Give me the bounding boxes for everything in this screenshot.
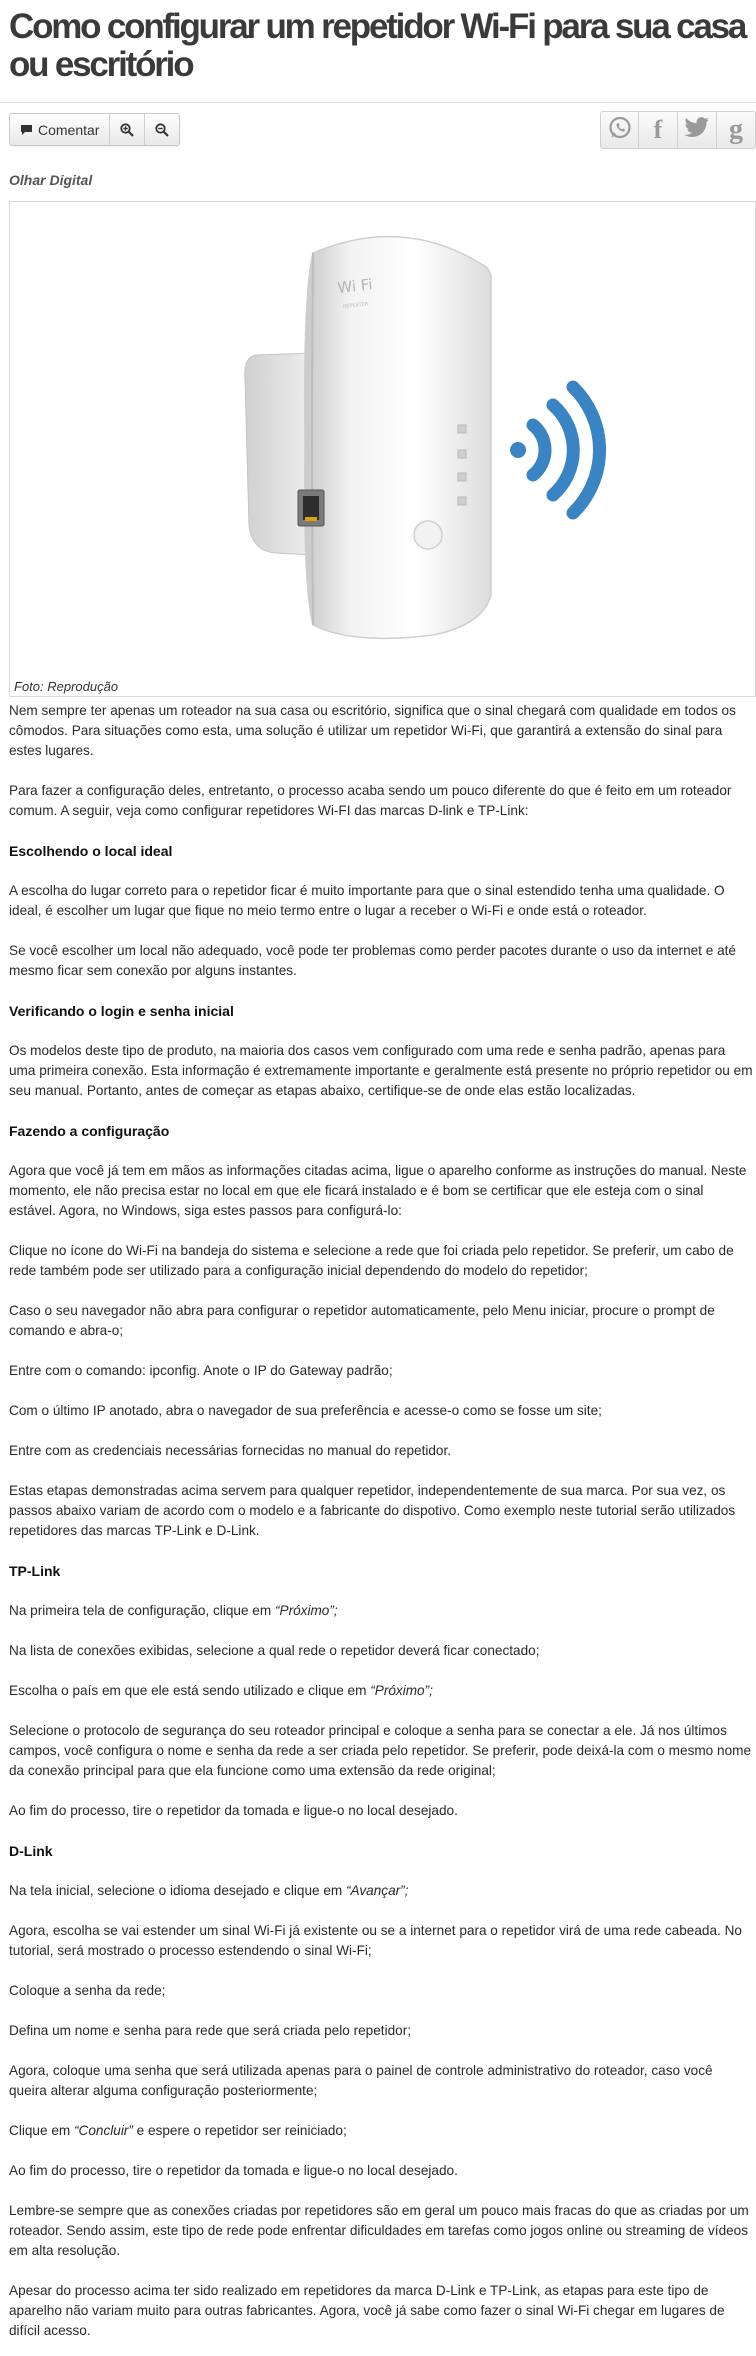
share-twitter-button[interactable] xyxy=(678,111,717,149)
emphasis: “Próximo”; xyxy=(370,1683,433,1698)
paragraph-text: Escolha o país em que ele está sendo utilizado e clique em xyxy=(9,1683,371,1698)
figure-caption: Foto: Reprodução xyxy=(14,679,119,694)
emphasis: “Próximo”; xyxy=(274,1603,338,1618)
share-google-button[interactable] xyxy=(717,111,756,149)
paragraph: Agora que você já tem em mãos as informações citadas acima, ligue o aparelho conforme as instruções do manual. Neste momento, ele não precisa estar no local em que ele ficará instalado e é bom se certificar que ele esteja com o sinal estável. Agora, no Windows, siga estes passos para configurá-lo: xyxy=(9,1163,747,1218)
paragraph: Para fazer a configuração deles, entretanto, o processo acaba sendo um pouco diferente do que é feito em um roteador comum. A seguir, veja como configurar repetidores Wi-FI das marcas D-link e TP-Link: xyxy=(9,783,732,818)
article-figure xyxy=(9,201,756,697)
comment-button[interactable] xyxy=(10,114,110,145)
page-title: Como configurar um repetidor Wi-Fi para sua casa ou escritório xyxy=(9,7,746,84)
paragraph: Caso o seu navegador não abra para configurar o repetidor automaticamente, pelo Menu iniciar, procure o prompt de comando e abra-o; xyxy=(9,1303,715,1338)
section-heading: Fazendo a configuração xyxy=(9,1123,170,1139)
paragraph xyxy=(9,1681,756,1701)
zoom-in-icon xyxy=(120,123,134,137)
google-icon: g xyxy=(729,114,743,145)
facebook-icon: f xyxy=(653,115,663,144)
emphasis: “Concluir” xyxy=(73,2123,133,2138)
whatsapp-icon xyxy=(607,115,633,146)
paragraph: Coloque a senha da rede; xyxy=(9,1983,166,1998)
paragraph-text: Clique em xyxy=(9,2123,74,2138)
action-button-group xyxy=(9,113,180,146)
article-toolbar xyxy=(0,103,756,157)
device-label: Wi Fi xyxy=(336,275,374,297)
zoom-out-icon xyxy=(155,123,169,137)
paragraph: Ao fim do processo, tire o repetidor da tomada e ligue-o no local desejado. xyxy=(9,2163,458,2178)
paragraph: Entre com as credenciais necessárias fornecidas no manual do repetidor. xyxy=(9,1443,452,1458)
paragraph: Se você escolher um local não adequado, você pode ter problemas como perder pacotes durante o uso da internet e até mesmo ficar sem conexão por alguns instantes. xyxy=(9,943,736,978)
paragraph: Com o último IP anotado, abra o navegador de sua preferência e acesse-o como se fosse um site; xyxy=(9,1403,602,1418)
paragraph: Ao fim do processo, tire o repetidor da tomada e ligue-o no local desejado. xyxy=(9,1803,458,1818)
paragraph: Selecione o protocolo de segurança do seu roteador principal e coloque a senha para se conectar a ele. Já nos últimos campos, você configura o nome e senha da rede a ser criada pelo repetidor. Se preferir, pode deixá-la com o mesmo nome da conexão principal para que ela funcione como uma extensão da rede original; xyxy=(9,1723,752,1778)
paragraph: A escolha do lugar correto para o repetidor ficar é muito importante para que o sinal estendido tenha uma qualidade. O ideal, é escolher um lugar que fique no meio termo entre o lugar a receber o Wi-Fi e onde está o roteador. xyxy=(9,883,725,918)
article-source: Olhar Digital xyxy=(9,172,93,188)
share-facebook-button[interactable] xyxy=(639,111,678,149)
paragraph: Defina um nome e senha para rede que será criada pelo repetidor; xyxy=(9,2023,412,2038)
section-heading: Escolhendo o local ideal xyxy=(9,843,173,859)
section-heading: D-Link xyxy=(9,1843,53,1859)
paragraph: Agora, coloque uma senha que será utilizada apenas para o painel de controle administrativo do roteador, caso você queira alterar alguma configuração posteriormente; xyxy=(9,2063,713,2098)
section-heading: TP-Link xyxy=(9,1563,61,1579)
share-buttons xyxy=(600,111,756,149)
paragraph: Lembre-se sempre que as conexões criadas por repetidores são em geral um pouco mais fracas do que as criadas por um roteador. Sendo assim, este tipo de rede pode enfrentar dificuldades em tarefas como jogos online ou streaming de vídeos em alta resolução. xyxy=(9,2203,749,2258)
paragraph xyxy=(9,1881,756,1901)
paragraph xyxy=(9,1601,756,1621)
device-sublabel: REPEATER xyxy=(342,301,369,310)
zoom-out-button[interactable] xyxy=(145,114,179,145)
paragraph: Agora, escolha se vai estender um sinal Wi-Fi já existente ou se a internet para o repetidor virá de uma rede cabeada. No tutorial, será mostrado o processo estendendo o sinal Wi-Fi; xyxy=(9,1923,742,1958)
paragraph: Entre com o comando: ipconfig. Anote o IP do Gateway padrão; xyxy=(9,1363,393,1378)
wifi-repeater-photo xyxy=(13,205,752,675)
comment-button-label: Comentar xyxy=(38,121,100,138)
section-heading: Verificando o login e senha inicial xyxy=(9,1003,234,1019)
emphasis: “Avançar”; xyxy=(346,1883,409,1898)
paragraph: Estas etapas demonstradas acima servem para qualquer repetidor, independentemente de sua marca. Por sua vez, os passos abaixo variam de acordo com o modelo e a fabricante do dispotivo. Como exemplo neste tutorial serão utilizados repetidores das marcas TP-Link e D-Link. xyxy=(9,1483,736,1538)
paragraph: Os modelos deste tipo de produto, na maioria dos casos vem configurado com uma rede e senha padrão, apenas para uma primeira conexão. Esta informação é extremamente importante e geralmente está presente no próprio repetidor ou em seu manual. Portanto, antes de começar as etapas abaixo, certifique-se de onde elas estão localizadas. xyxy=(9,1043,753,1098)
paragraph: Na lista de conexões exibidas, selecione a qual rede o repetidor deverá ficar conectado; xyxy=(9,1643,540,1658)
paragraph: Clique no ícone do Wi-Fi na bandeja do sistema e selecione a rede que foi criada pelo repetidor. Se preferir, um cabo de rede também pode ser utilizado para a configuração inicial dependendo do modelo do repetidor; xyxy=(9,1243,734,1278)
paragraph: Apesar do processo acima ter sido realizado em repetidores da marca D-Link e TP-Link, as etapas para este tipo de aparelho não variam muito para outras fabricantes. Agora, você já sabe como fazer o sinal Wi-Fi chegar em lugares de difícil acesso. xyxy=(9,2283,725,2338)
paragraph: Nem sempre ter apenas um roteador na sua casa ou escritório, significa que o sinal chegará com qualidade em todos os cômodos. Para situações como esta, uma solução é utilizar um repetidor Wi-Fi, que garantirá a extensão do sinal para estes lugares. xyxy=(9,703,736,758)
twitter-icon xyxy=(684,117,710,144)
paragraph xyxy=(9,2121,756,2141)
comment-icon xyxy=(20,124,33,136)
article-body xyxy=(0,697,756,2341)
paragraph-text: Na tela inicial, selecione o idioma desejado e clique em xyxy=(9,1883,347,1898)
paragraph-text: e espere o repetidor ser reiniciado; xyxy=(132,2123,347,2138)
paragraph-text: Na primeira tela de configuração, clique em xyxy=(9,1603,275,1618)
zoom-in-button[interactable] xyxy=(110,114,145,145)
share-whatsapp-button[interactable] xyxy=(600,111,639,149)
